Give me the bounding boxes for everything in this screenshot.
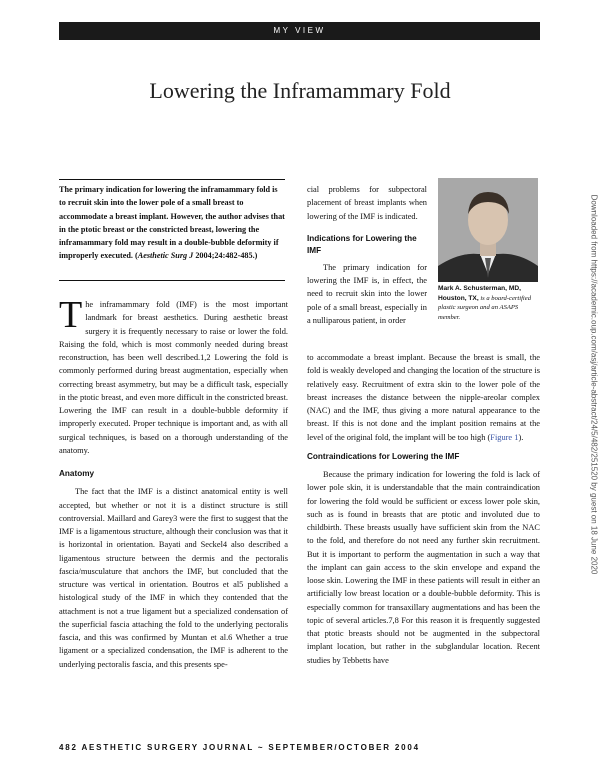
- indications-continued: [307, 351, 540, 444]
- download-sidebar: [584, 194, 599, 580]
- author-photo: [438, 178, 538, 282]
- intro-text: he inframammary fold (IMF) is the most important landmark for breast aesthetics. During aesthetic breast surgery it is frequently necessary to raise or lower the fold. Raising the fold, which is most commonly needed during breast reconstruction, has been well described.1,2 Lowering the fold is commonly performed during breast augmentation, especially when correcting breast asymmetry, but may be a difficult task, especially in the ptotic breast, and even more difficult in the constricted breast. Lowering the IMF can result in a double-bubble deformity if improperly executed. Proper technique is important and, as with all surgical techniques, is based on a thorough understanding of the anatomy.: [59, 300, 288, 455]
- page-footer: 482 AESTHETIC SURGERY JOURNAL ~ SEPTEMBER/OCTOBER 2004: [59, 743, 420, 752]
- intro-paragraph: [59, 294, 288, 457]
- article-title: Lowering the Inframammary Fold: [149, 78, 451, 103]
- contraindications-paragraph: Because the primary indication for lowering the fold is lack of lower pole skin, it is understandable that the main contraindication for lowering the fold would be sufficient or excess lower pole skin, such as is found in breasts that are ptotic and involuted due to childbirth. These breasts usually have sufficient skin from the NAC to the fold, and therefore do not need any further skin recruitment. But it is important to perform the augmentation in such a way that the implant can gain access to the skin envelope and expand the loose skin. Lowering the IMF in these patients will result in either an artificially low breast location or a double-bubble deformity. This is especially common for transaxillary augmentations and has been the topic of several articles.7,8 For this reason it is frequently suggested that ptotic breasts should not be augmented in the subpectoral implant location, but rather in the subglandular location. Recent studies by Tebbetts have: [307, 470, 540, 665]
- abstract-citation-rest: 2004;24:482-485.): [193, 251, 258, 261]
- abstract-top-rule: [59, 179, 285, 180]
- abstract-citation-journal: Aesthetic Surg J: [137, 251, 194, 261]
- section-header: MY VIEW: [59, 22, 540, 40]
- abstract-bottom-rule: [59, 280, 285, 281]
- abstract: [59, 183, 285, 263]
- figure-1-link[interactable]: Figure 1: [490, 432, 519, 442]
- continued-paragraph: cial problems for subpectoral placement of breast implants when lowering of the IMF is indicated.: [307, 185, 427, 221]
- dropcap: T: [59, 294, 83, 336]
- right-top-column: [307, 183, 427, 327]
- right-column: [307, 351, 540, 667]
- left-column: [59, 294, 288, 671]
- author-caption: [438, 284, 542, 322]
- anatomy-paragraph: The fact that the IMF is a distinct anatomical entity is well accepted, but whether or not it is a distinct structure is still controversial. Maillard and Garey3 were the first to suggest that the IMF is a ligamentous structure, although their conclusion was that it is horizontal in orientation. Bayati and Seckel4 also described a ligamentous structure between the dermis and the pectoralis fascia/musculature that anchors the IMF, but concluded that the structure was vertical in orientation. Boutros et al5 published a histological study of the IMF in which they contended that the attachment is not a true ligament but a specialized condensation of the superficial fascia attaching the fold to the underlying pectoralis fascia, and this was confirmed by Muntan et al.6 Whether a true ligament or a specialized condensation, the IMF is adherent to the underlying pectoralis fascia, and this presents spe-: [59, 487, 288, 669]
- author-portrait-image: [438, 178, 538, 282]
- download-notice: Downloaded from https://academic.oup.com/asj/article-abstract/24/5/482/251520 by guest on 18 June 2020: [589, 194, 599, 575]
- abstract-text: The primary indication for lowering the inframammary fold is to recruit skin into the lower pole of a small breast to accommodate a breast implant. However, the author advises that in the ptotic breast or the constricted breast, lowering the inframammary fold may result in a double-bubble deformity if improperly executed. (: [59, 185, 285, 261]
- indications-continued-text: to accommodate a breast implant. Because the breast is small, the fold is weakly developed and changing the location of the structure is relatively easy. Recruitment of extra skin to the lower pole of the breast increases the distance between the nipple-areolar complex (NAC) and the IMF, thus giving a more natural appearance to the breast. If this is not done and the implant position remains at the level of the original fold, the implant will be too high (: [307, 353, 540, 442]
- indications-continued-end: ).: [518, 432, 524, 442]
- anatomy-heading: Anatomy: [59, 469, 95, 478]
- indications-paragraph: The primary indication for lowering the IMF is, in effect, the need to recruit skin into the lower pole of a small breast, especially in a nulliparous patient, in order: [307, 262, 427, 325]
- contraindications-heading: Contraindications for Lowering the IMF: [307, 451, 460, 461]
- indications-heading: Indications for Lowering the IMF: [307, 233, 417, 255]
- author-name: Mark A. Schusterman, MD, Houston, TX,: [438, 285, 521, 302]
- author-description: is a board-certified plastic surgeon and an ASAPS member.: [438, 294, 531, 321]
